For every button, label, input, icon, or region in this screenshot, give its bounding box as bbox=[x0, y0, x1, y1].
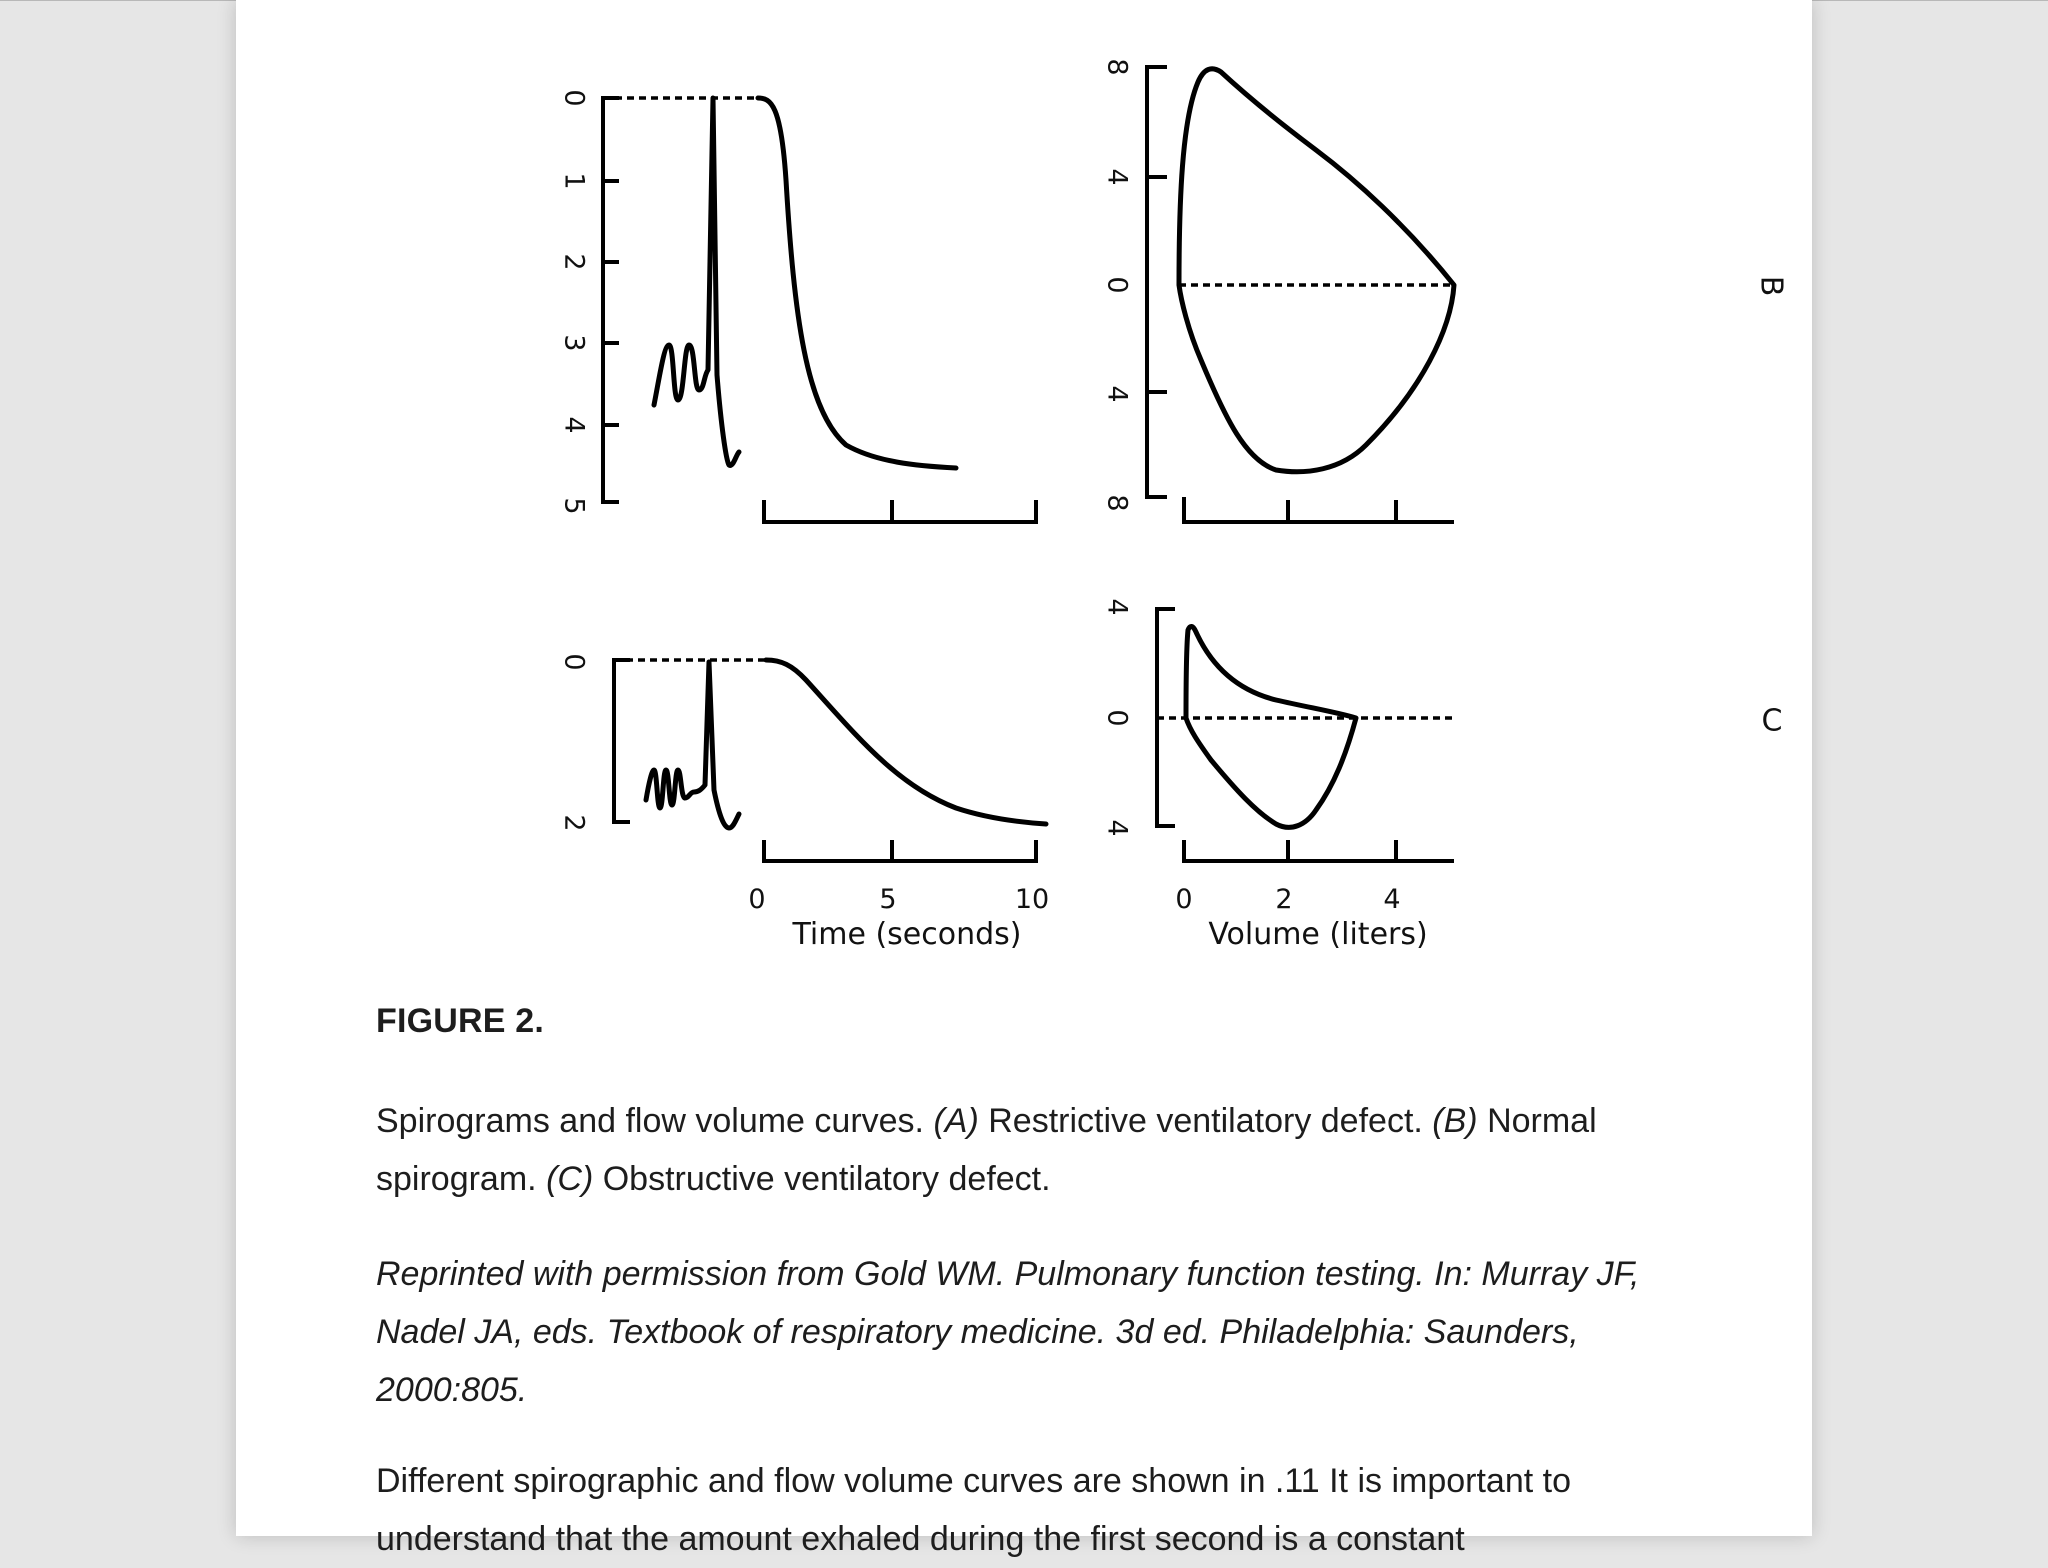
spirogram-top-tick-0: 0 bbox=[558, 89, 590, 107]
time-tick-10: 10 bbox=[1014, 884, 1050, 915]
flow-volume-bottom-x-axis bbox=[1184, 840, 1454, 861]
time-axis-title: Time (seconds) bbox=[792, 917, 1022, 952]
caption-text-a: Restrictive ventilatory defect. bbox=[978, 1102, 1433, 1140]
flow-volume-top-x-axis bbox=[1184, 497, 1454, 522]
flow-volume-bottom bbox=[1102, 598, 1454, 861]
spirogram-top-tick-4: 4 bbox=[558, 416, 590, 434]
spirogram-top-x-axis bbox=[764, 500, 1036, 522]
caption-text-c: Obstructive ventilatory defect. bbox=[593, 1160, 1051, 1198]
spirogram-top-tick-3: 3 bbox=[558, 334, 590, 352]
spirogram-figure bbox=[236, 0, 1812, 990]
caption-tag-b: (B) bbox=[1432, 1102, 1478, 1140]
spirogram-top-y-axis bbox=[603, 98, 619, 502]
spirogram-bottom-y-axis bbox=[614, 660, 630, 822]
panel-label-c: C bbox=[1761, 703, 1783, 739]
spirogram-top-tick-2: 2 bbox=[558, 253, 590, 271]
spirogram-bottom-curve bbox=[646, 660, 1046, 828]
caption-tag-a: (A) bbox=[933, 1102, 979, 1140]
spirogram-bottom-x-axis bbox=[764, 840, 1036, 861]
flow-volume-top-y-axis bbox=[1147, 67, 1167, 497]
flow-volume-bottom-tick-0: 4 bbox=[1101, 598, 1133, 616]
volume-tick-2: 2 bbox=[1275, 884, 1293, 915]
volume-tick-4: 4 bbox=[1383, 884, 1401, 915]
figure-caption bbox=[376, 1092, 1706, 1208]
flow-volume-top bbox=[1102, 58, 1454, 522]
caption-intro: Spirograms and flow volume curves. bbox=[376, 1102, 934, 1140]
figure-credit: Reprinted with permission from Gold WM. Pulmonary function testing. In: Murray JF, Nadel JA, eds. Textbook of respiratory medicine. 3d ed. Philadelphia: Saunders, 2000:805. bbox=[376, 1255, 1640, 1409]
spirogram-bottom bbox=[559, 653, 1046, 861]
caption-tag-c: (C) bbox=[546, 1160, 594, 1198]
document-page bbox=[236, 0, 1812, 1558]
spirogram-bottom-tick-1: 2 bbox=[558, 814, 590, 832]
flow-volume-top-loop bbox=[1179, 69, 1454, 472]
caption-text-b: Normal spirogram. bbox=[376, 1102, 1597, 1198]
flow-volume-bottom-loop bbox=[1186, 626, 1356, 827]
flow-volume-bottom-tick-2: 4 bbox=[1101, 819, 1133, 837]
flow-volume-bottom-tick-1: 0 bbox=[1101, 709, 1133, 727]
flow-volume-top-tick-3: 4 bbox=[1101, 385, 1133, 403]
body-paragraph: Different spirographic and flow volume curves are shown in .11 It is important to understand that the amount exhaled during the first second is a constant bbox=[376, 1462, 1571, 1558]
flow-volume-top-tick-4: 8 bbox=[1101, 494, 1133, 512]
time-tick-0: 0 bbox=[748, 884, 766, 915]
spirogram-top-curve bbox=[654, 98, 956, 468]
volume-tick-0: 0 bbox=[1175, 884, 1193, 915]
figure-title: FIGURE 2. bbox=[376, 1002, 545, 1040]
panel-label-b: B bbox=[1753, 275, 1789, 297]
spirogram-top-tick-5: 5 bbox=[558, 497, 590, 515]
flow-volume-top-tick-0: 8 bbox=[1101, 58, 1133, 76]
spirogram-top bbox=[559, 89, 1036, 522]
volume-axis-title: Volume (liters) bbox=[1208, 917, 1428, 952]
flow-volume-top-tick-1: 4 bbox=[1101, 168, 1133, 186]
spirogram-top-tick-1: 1 bbox=[558, 172, 590, 190]
flow-volume-top-tick-2: 0 bbox=[1101, 276, 1133, 294]
spirogram-bottom-tick-0: 0 bbox=[558, 653, 590, 671]
time-tick-5: 5 bbox=[879, 884, 897, 915]
